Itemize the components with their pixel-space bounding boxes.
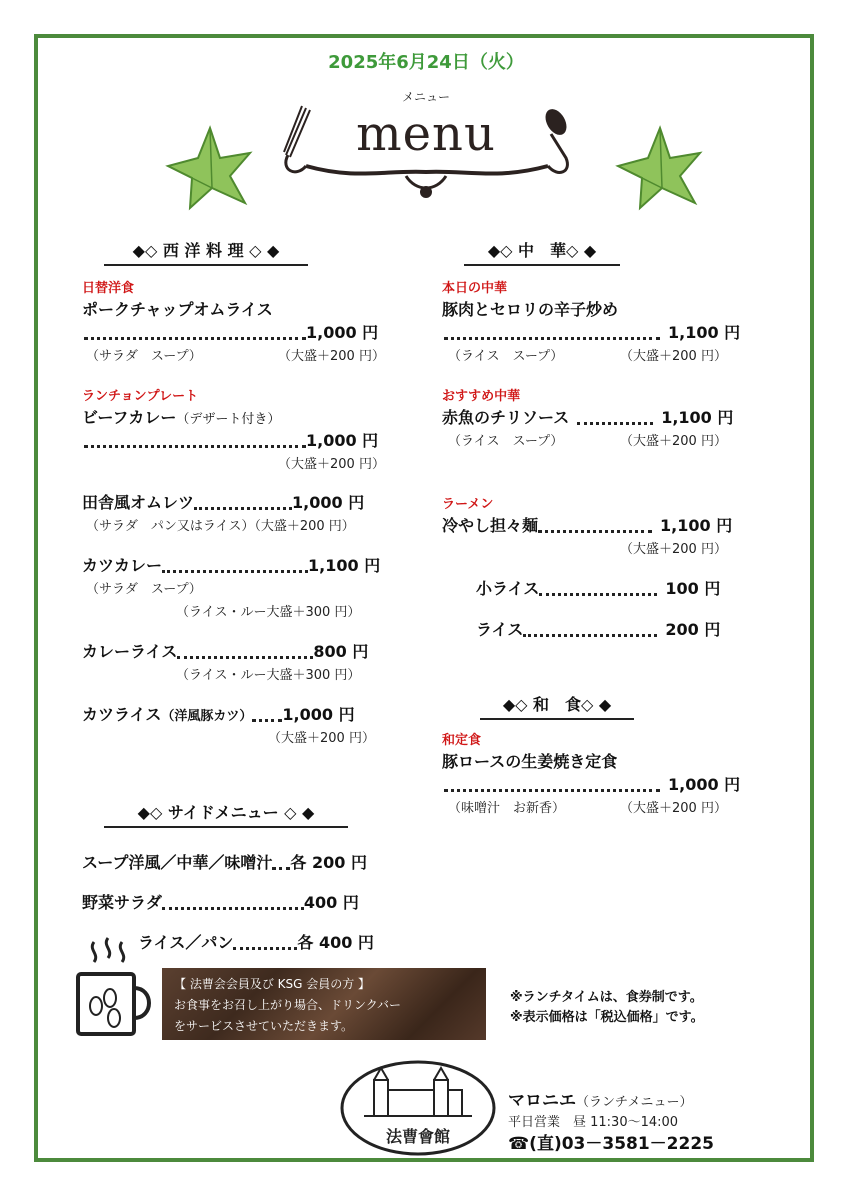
chinese-ramen-label: ラーメン [442, 497, 494, 512]
shop-sub: （ランチメニュー） [576, 1095, 693, 1110]
coffee-cup-icon [74, 932, 158, 1040]
western-plate-large: （大盛＋200 円） [278, 457, 385, 472]
chinese-ramen-name: 冷やし担々麺 [442, 516, 539, 535]
western-katsurice-large: （大盛＋200 円） [268, 731, 375, 746]
western-omelet-price: 1,000 円 [292, 493, 365, 512]
western-daily-price: 1,000 円 [306, 323, 379, 342]
western-omelet-side: （サラダ パン又はライス）（大盛＋200 円） [86, 519, 355, 534]
western-katsucurry-row [82, 553, 380, 576]
side-salad-price: 400 円 [303, 893, 359, 912]
western-katsucurry-name: カツカレー [82, 556, 163, 575]
hosokaikan-logo [338, 1058, 498, 1158]
chinese-daily-large: （大盛＋200 円） [620, 349, 727, 364]
chinese-ramen-large: （大盛＋200 円） [620, 542, 727, 557]
drink-bar-line3: をサービスさせていただきます。 [174, 1019, 354, 1033]
side-soup-price: 各 200 円 [290, 853, 367, 872]
western-omelet-name: 田舎風オムレツ [82, 493, 195, 512]
side-salad-name: 野菜サラダ [82, 893, 162, 912]
japanese-side: （味噌汁 お新香） [448, 801, 566, 816]
western-katsurice-name: カツライス [82, 705, 162, 724]
chinese-header: ◆◇ 中 華◇ ◆ [464, 238, 620, 266]
side-menu-header: ◆◇ サイドメニュー ◇ ◆ [104, 800, 348, 828]
japanese-header: ◆◇ 和 食◇ ◆ [480, 692, 634, 720]
western-katsurice-price: 1,000 円 [282, 705, 355, 724]
chinese-smallrice-row [476, 576, 720, 599]
menu-date: 2025年6月24日（火） [328, 52, 524, 73]
western-daily-row [84, 320, 378, 343]
western-plate-sub: （デザート付き） [176, 412, 281, 427]
western-katsucurry-price: 1,100 円 [308, 556, 381, 575]
western-daily-side: （サラダ スープ） [86, 349, 202, 364]
chinese-rice-price: 200 円 [665, 620, 721, 639]
japanese-name: 豚ロースの生姜焼き定食 [442, 752, 618, 771]
western-katsurice-row [82, 702, 355, 725]
western-plate-label: ランチョンプレート [82, 389, 199, 404]
western-curry-price: 800 円 [313, 642, 369, 661]
side-soup-name: スープ洋風／中華／味噌汁 [82, 853, 273, 872]
western-katsucurry-side: （サラダ スープ） [86, 582, 202, 597]
fork-spoon-ornament [266, 100, 586, 210]
chinese-daily-side: （ライス スープ） [448, 349, 564, 364]
chinese-rice-row [476, 617, 720, 640]
western-daily-label: 日替洋食 [82, 281, 135, 296]
leaf-right-icon [610, 118, 710, 218]
western-daily-name: ポークチャップオムライス [82, 300, 273, 319]
side-ricebread-name: ライス／パン [138, 933, 234, 952]
chinese-smallrice-price: 100 円 [665, 579, 721, 598]
western-plate-name: ビーフカレー [82, 408, 177, 427]
japanese-label: 和定食 [442, 733, 482, 748]
western-plate-name-row [82, 405, 280, 428]
western-katsucurry-large: （ライス・ルー大盛＋300 円） [176, 605, 361, 620]
leaf-left-icon [160, 118, 260, 218]
japanese-price: 1,000 円 [668, 775, 741, 794]
note-ticket: ※ランチタイムは、食券制です。 [510, 990, 703, 1005]
menu-title: menu [356, 106, 496, 162]
chinese-rec-large: （大盛＋200 円） [620, 434, 727, 449]
western-plate-price: 1,000 円 [306, 431, 379, 450]
chinese-daily-row [444, 320, 740, 343]
chinese-daily-price: 1,100 円 [668, 323, 741, 342]
western-curry-row [82, 639, 368, 662]
western-omelet-row [82, 490, 364, 513]
side-ricebread-price: 各 400 円 [297, 933, 374, 952]
shop-name-row [508, 1086, 692, 1111]
japanese-large: （大盛＋200 円） [620, 801, 727, 816]
shop-name: マロニエ [508, 1091, 576, 1111]
chinese-ramen-row [442, 513, 732, 536]
chinese-daily-label: 本日の中華 [442, 281, 508, 296]
western-curry-name: カレーライス [82, 642, 178, 661]
western-header: ◆◇ 西 洋 料 理 ◇ ◆ [104, 238, 308, 266]
chinese-rec-side: （ライス スープ） [448, 434, 564, 449]
drink-bar-notice [162, 968, 486, 1040]
menu-kana-title: メニュー [401, 90, 450, 104]
chinese-rec-name: 赤魚のチリソース [442, 408, 570, 427]
drink-bar-line2: お食事をお召し上がり場合、ドリンクバー [174, 998, 402, 1012]
shop-phone: ☎(直)03－3581－2225 [508, 1134, 715, 1154]
drink-bar-line1: 【 法曹会会員及び KSG 会員の方 】 [174, 977, 371, 991]
chinese-daily-name: 豚肉とセロリの辛子炒め [442, 300, 619, 319]
western-katsurice-sub: （洋風豚カツ） [161, 709, 253, 724]
western-plate-row [84, 428, 378, 451]
chinese-rec-label: おすすめ中華 [442, 389, 521, 404]
japanese-row [444, 772, 740, 795]
chinese-rec-row [442, 405, 733, 428]
side-soup-row [82, 850, 367, 873]
side-ricebread-row [138, 930, 374, 953]
chinese-rice-name: ライス [476, 620, 524, 639]
chinese-rec-price: 1,100 円 [661, 408, 734, 427]
svg-text:法曹會館: 法曹會館 [385, 1127, 451, 1146]
chinese-smallrice-name: 小ライス [476, 579, 540, 598]
note-tax: ※表示価格は「税込価格」です。 [510, 1010, 704, 1025]
western-curry-large: （ライス・ルー大盛＋300 円） [176, 668, 361, 683]
western-daily-large: （大盛＋200 円） [278, 349, 385, 364]
chinese-ramen-price: 1,100 円 [660, 516, 733, 535]
side-salad-row [82, 890, 359, 913]
shop-hours: 平日営業 昼 11:30～14:00 [508, 1115, 679, 1130]
